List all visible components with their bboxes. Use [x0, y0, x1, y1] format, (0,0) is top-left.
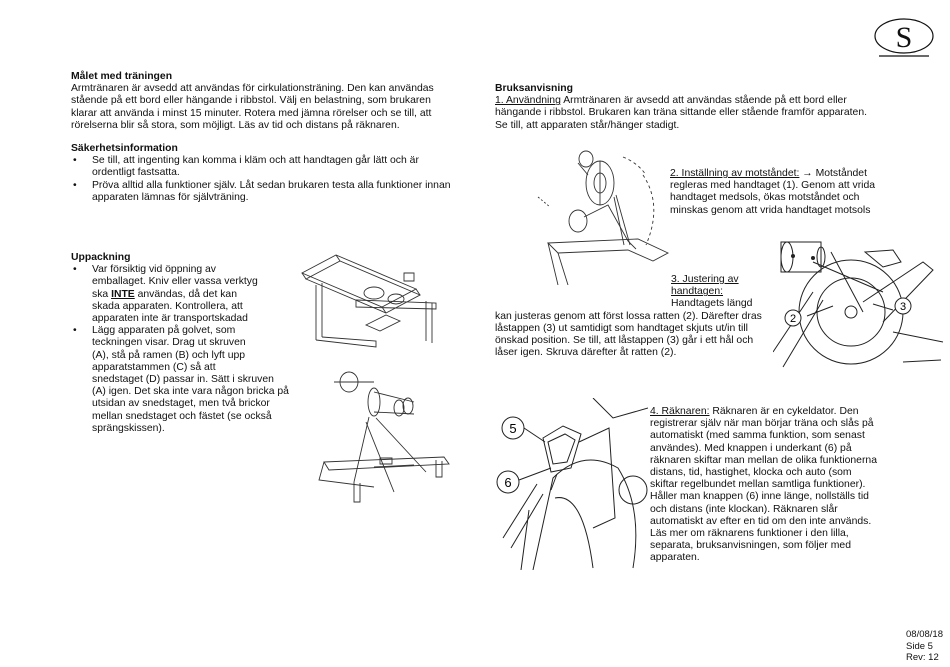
safety-section — [71, 143, 461, 204]
folded-frame-illustration — [296, 245, 446, 353]
assembled-trainer-illustration — [314, 362, 454, 507]
counter-label: 4. Räknaren: — [650, 406, 710, 417]
inte-emphasis: INTE — [111, 288, 135, 300]
handles-section: 3. Justering av handtagen: Handtagets längd kan justeras genom att först lossa ratten (2). Därefter dras låstappen (3) ut samtidigt som handtaget skjuts ut/in till önskad position. Se till, att låstappen (3) går i ett hål och låser igen. Skruva därefter åt ratten (2). — [495, 274, 780, 359]
goal-line: stående på ett bord eller hängande i ribbstol. Välj en belastning, som brukaren — [71, 95, 431, 107]
safety-item: • Se till, att ingenting kan komma i kläm och att handtagen går lätt och är ordentligt fastsatta. — [71, 155, 461, 179]
unpacking-section — [71, 252, 296, 435]
resistance-label: 2. Inställning av motståndet: — [670, 168, 800, 179]
usage-label: 1. Användning — [495, 95, 561, 107]
callout-3: 3 — [899, 301, 907, 313]
callout-5: 5 — [509, 421, 517, 436]
instructions-heading: Bruksanvisning — [495, 83, 573, 94]
page-footer — [906, 629, 943, 664]
goal-heading: Målet med träningen — [71, 71, 173, 82]
usage-section: Bruksanvisning 1. Användning Armtränaren är avsedd att användas stående på ett bord eller hängande i ribbstol. Brukaren kan träna sittande eller stående framför apparaten. Se till, att apparaten står/hänger stadigt. — [495, 83, 875, 132]
logo-letter: S — [895, 21, 913, 54]
counter-section: 4. Räknaren: Räknaren är en cykeldator. Den registrerar själv när man börjar träna och slås på automatiskt (med samma funktion, som senast användes). Med knappen i underkant (6) på räknaren skiftar man mellan de olika funktionerna distans, tid, hastighet, klocka och auto (som skiftar regelbundet mellan samtliga funktioner). Håller man knappen (6) inne länge, nollställs tid och distans (inte klockan). Räknaren slår automatiskt av efter en tid om den inte används. Läs mer om räknarens funktioner i den lilla, separata, bruksanvisningen, som följer med apparaten. — [650, 406, 877, 564]
unpacking-item-1: • Var försiktig vid öppning av emballaget. Kniv eller vassa verktyg ska INTE användas, då det kan skada apparaten. Kontrollera, att apparaten inte är transportskadad — [71, 264, 296, 325]
goal-line: rörelserna blir så stora, som möjligt. Läs av tid och distans på räknaren. — [71, 119, 400, 131]
callout-2: 2 — [789, 313, 797, 325]
company-logo — [873, 18, 935, 58]
counter-illustration — [493, 398, 648, 570]
unpacking-item-2: • Lägg apparaten på golvet, som teckningen visar. Drag ut skruven (A), stå på ramen (B) och lyft upp apparatstammen (C) så att snedstaget (D) passar in. Sätt i skruven (A) igen. Det ska inte vara någon bricka på utsidan av snedstaget, men två brickor mellan snedstaget och fästet (se också sprängskissen). — [71, 325, 382, 435]
goal-line: klarar att använda i minst 15 minuter. Rotera med jämna rörelser och se till, att — [71, 107, 432, 119]
callout-6: 6 — [504, 475, 512, 490]
trainer-stand-illustration — [528, 145, 673, 285]
safety-item: • Pröva alltid alla funktioner själv. Låt sedan brukaren testa alla funktioner innan apparaten lämnas för självträning. — [71, 180, 461, 204]
handles-label: 3. Justering av — [671, 274, 739, 285]
unpacking-heading: Uppackning — [71, 252, 131, 263]
safety-heading: Säkerhetsinformation — [71, 143, 178, 154]
resistance-section: 2. Inställning av motståndet: → Motståndet regleras med handtaget (1). Genom att vrida handtaget medsols, ökas motståndet och minskas genom att vrida handtaget motsols — [670, 168, 876, 216]
handle-adjustment-illustration — [773, 222, 945, 370]
goal-section — [71, 71, 461, 132]
footer-page: Side 5 — [906, 640, 933, 652]
footer-revision: Rev: 12 — [906, 652, 939, 663]
goal-line: Armtränaren är avsedd att användas för cirkulationsträning. Den kan användas — [71, 83, 434, 95]
footer-date: 08/08/18 — [906, 629, 943, 640]
